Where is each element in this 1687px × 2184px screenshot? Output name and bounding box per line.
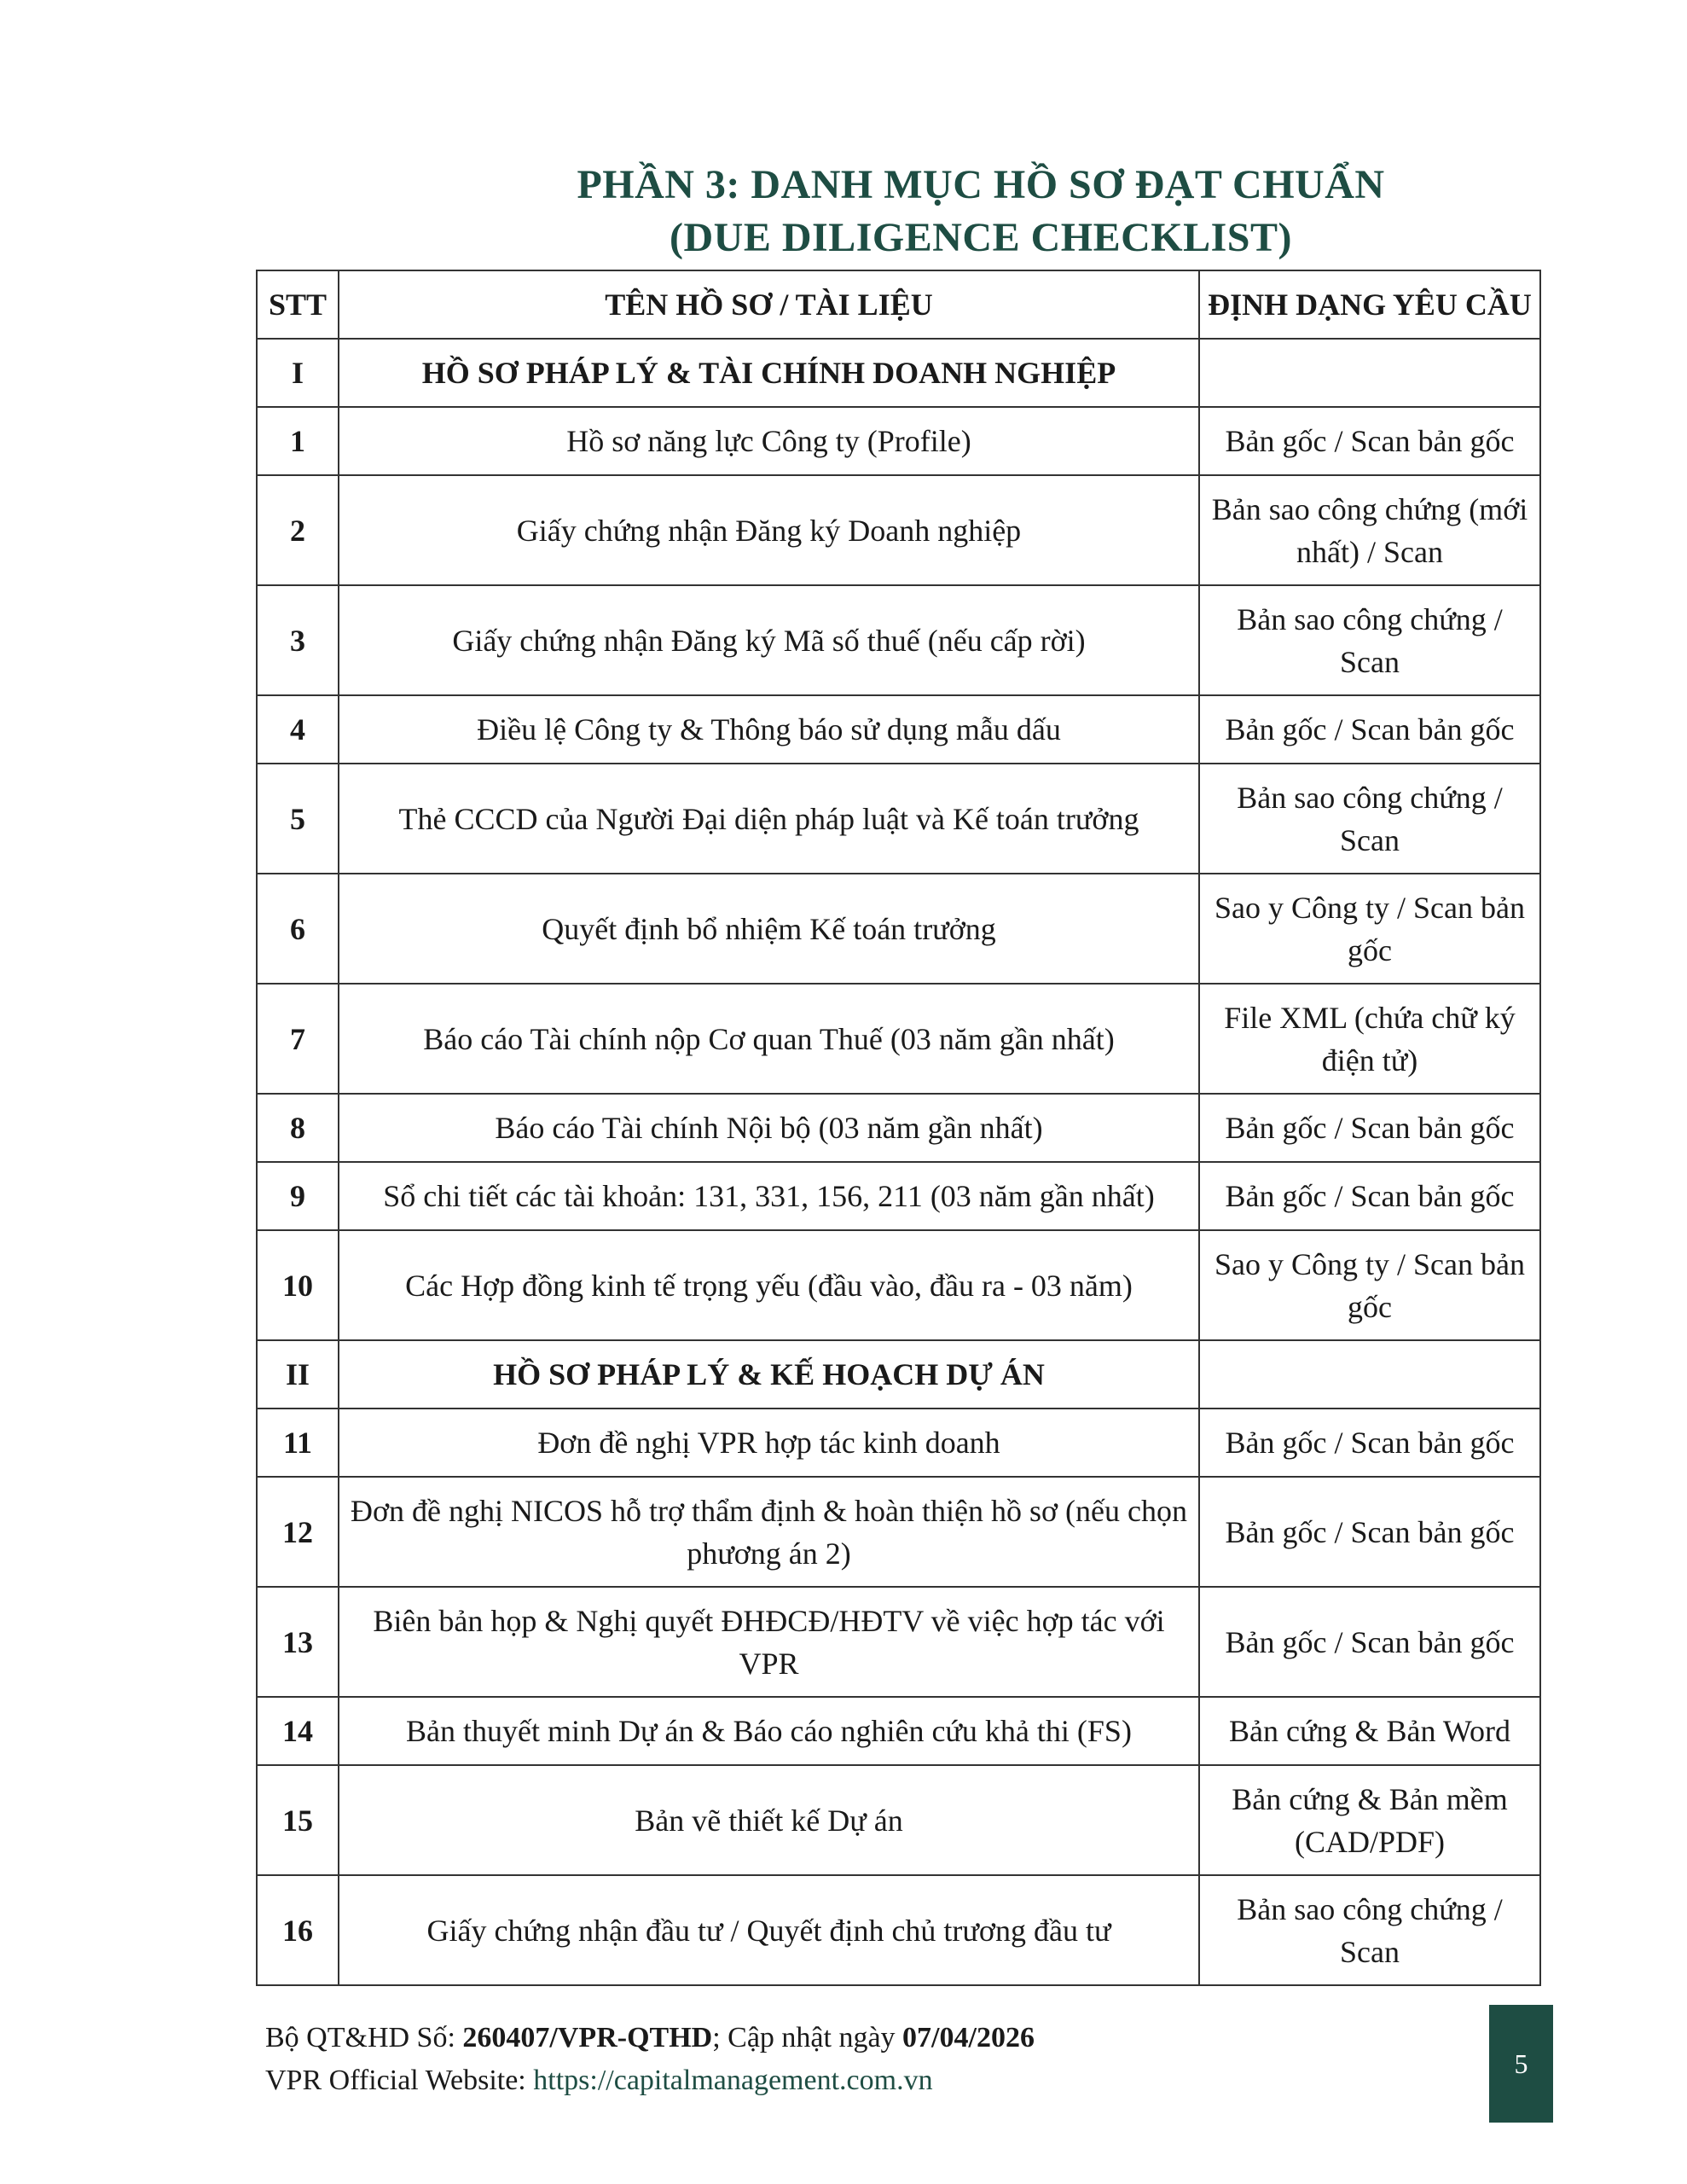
row-document-name: Giấy chứng nhận Đăng ký Doanh nghiệp: [339, 475, 1199, 585]
row-stt: 5: [257, 764, 339, 874]
section-format: [1199, 339, 1540, 407]
row-stt: 16: [257, 1875, 339, 1985]
row-stt: 3: [257, 585, 339, 695]
row-document-name: Báo cáo Tài chính Nội bộ (03 năm gần nhất): [339, 1094, 1199, 1162]
row-document-name: Bản vẽ thiết kế Dự án: [339, 1765, 1199, 1875]
footer-update-label: ; Cập nhật ngày: [712, 2022, 903, 2053]
section-stt: I: [257, 339, 339, 407]
table-row: [257, 1094, 1540, 1162]
row-document-name: Giấy chứng nhận Đăng ký Mã số thuế (nếu cấp rời): [339, 585, 1199, 695]
row-format: Bản gốc / Scan bản gốc: [1199, 407, 1540, 475]
row-document-name: Báo cáo Tài chính nộp Cơ quan Thuế (03 năm gần nhất): [339, 984, 1199, 1094]
row-document-name: Các Hợp đồng kinh tế trọng yếu (đầu vào, đầu ra - 03 năm): [339, 1230, 1199, 1340]
row-stt: 14: [257, 1697, 339, 1765]
table-row: [257, 764, 1540, 874]
row-format: Sao y Công ty / Scan bản gốc: [1199, 874, 1540, 984]
row-format: Bản gốc / Scan bản gốc: [1199, 1162, 1540, 1230]
row-format: Bản gốc / Scan bản gốc: [1199, 1094, 1540, 1162]
section-row: [257, 1340, 1540, 1409]
section-format: [1199, 1340, 1540, 1409]
row-stt: 15: [257, 1765, 339, 1875]
page-title: [0, 159, 1687, 264]
row-document-name: Đơn đề nghị VPR hợp tác kinh doanh: [339, 1409, 1199, 1477]
row-format: Bản gốc / Scan bản gốc: [1199, 695, 1540, 764]
row-stt: 13: [257, 1587, 339, 1697]
table-row: [257, 585, 1540, 695]
footer-doc-label: Bộ QT&HD Số:: [265, 2022, 463, 2053]
row-document-name: Quyết định bổ nhiệm Kế toán trưởng: [339, 874, 1199, 984]
row-stt: 8: [257, 1094, 339, 1162]
table-row: [257, 984, 1540, 1094]
row-document-name: Sổ chi tiết các tài khoản: 131, 331, 156, 211 (03 năm gần nhất): [339, 1162, 1199, 1230]
page-footer: [265, 2017, 1035, 2102]
page-number-badge: [1489, 2005, 1553, 2123]
table-row: [257, 874, 1540, 984]
table-row: [257, 1697, 1540, 1765]
footer-website-link[interactable]: https://capitalmanagement.com.vn: [533, 2065, 933, 2096]
header-format: ĐỊNH DẠNG YÊU CẦU: [1199, 270, 1540, 339]
page-number: 5: [1514, 2048, 1528, 2079]
row-format: Bản gốc / Scan bản gốc: [1199, 1477, 1540, 1587]
row-stt: 1: [257, 407, 339, 475]
row-stt: 6: [257, 874, 339, 984]
row-format: Bản sao công chứng / Scan: [1199, 585, 1540, 695]
table-header-row: [257, 270, 1540, 339]
row-document-name: Điều lệ Công ty & Thông báo sử dụng mẫu dấu: [339, 695, 1199, 764]
row-document-name: Biên bản họp & Nghị quyết ĐHĐCĐ/HĐTV về việc hợp tác với VPR: [339, 1587, 1199, 1697]
due-diligence-table: [256, 270, 1541, 1986]
row-format: Bản gốc / Scan bản gốc: [1199, 1587, 1540, 1697]
table-row: [257, 1230, 1540, 1340]
row-document-name: Hồ sơ năng lực Công ty (Profile): [339, 407, 1199, 475]
row-format: File XML (chứa chữ ký điện tử): [1199, 984, 1540, 1094]
row-format: Bản sao công chứng / Scan: [1199, 1875, 1540, 1985]
row-format: Bản gốc / Scan bản gốc: [1199, 1409, 1540, 1477]
table-row: [257, 475, 1540, 585]
title-line-2: (DUE DILIGENCE CHECKLIST): [670, 215, 1292, 260]
row-stt: 7: [257, 984, 339, 1094]
section-stt: II: [257, 1340, 339, 1409]
table-row: [257, 1162, 1540, 1230]
table-row: [257, 1409, 1540, 1477]
footer-website-line: [265, 2059, 1035, 2102]
table-row: [257, 407, 1540, 475]
row-format: Sao y Công ty / Scan bản gốc: [1199, 1230, 1540, 1340]
section-row: [257, 339, 1540, 407]
row-format: Bản cứng & Bản mềm (CAD/PDF): [1199, 1765, 1540, 1875]
row-stt: 4: [257, 695, 339, 764]
row-format: Bản sao công chứng / Scan: [1199, 764, 1540, 874]
header-name: TÊN HỒ SƠ / TÀI LIỆU: [339, 270, 1199, 339]
table-row: [257, 695, 1540, 764]
row-stt: 10: [257, 1230, 339, 1340]
footer-website-label: VPR Official Website:: [265, 2065, 534, 2096]
row-format: Bản cứng & Bản Word: [1199, 1697, 1540, 1765]
row-stt: 11: [257, 1409, 339, 1477]
footer-doc-line: [265, 2017, 1035, 2059]
row-stt: 9: [257, 1162, 339, 1230]
row-stt: 12: [257, 1477, 339, 1587]
row-document-name: Bản thuyết minh Dự án & Báo cáo nghiên cứu khả thi (FS): [339, 1697, 1199, 1765]
row-document-name: Đơn đề nghị NICOS hỗ trợ thẩm định & hoàn thiện hồ sơ (nếu chọn phương án 2): [339, 1477, 1199, 1587]
table-row: [257, 1587, 1540, 1697]
header-stt: STT: [257, 270, 339, 339]
row-document-name: Giấy chứng nhận đầu tư / Quyết định chủ trương đầu tư: [339, 1875, 1199, 1985]
title-line-1: PHẦN 3: DANH MỤC HỒ SƠ ĐẠT CHUẨN: [577, 162, 1385, 207]
row-document-name: Thẻ CCCD của Người Đại diện pháp luật và Kế toán trưởng: [339, 764, 1199, 874]
table-row: [257, 1477, 1540, 1587]
table-row: [257, 1765, 1540, 1875]
row-stt: 2: [257, 475, 339, 585]
table-row: [257, 1875, 1540, 1985]
section-title: HỒ SƠ PHÁP LÝ & KẾ HOẠCH DỰ ÁN: [339, 1340, 1199, 1409]
footer-update-date: 07/04/2026: [902, 2022, 1035, 2053]
section-title: HỒ SƠ PHÁP LÝ & TÀI CHÍNH DOANH NGHIỆP: [339, 339, 1199, 407]
footer-doc-number: 260407/VPR-QTHD: [462, 2022, 713, 2053]
row-format: Bản sao công chứng (mới nhất) / Scan: [1199, 475, 1540, 585]
